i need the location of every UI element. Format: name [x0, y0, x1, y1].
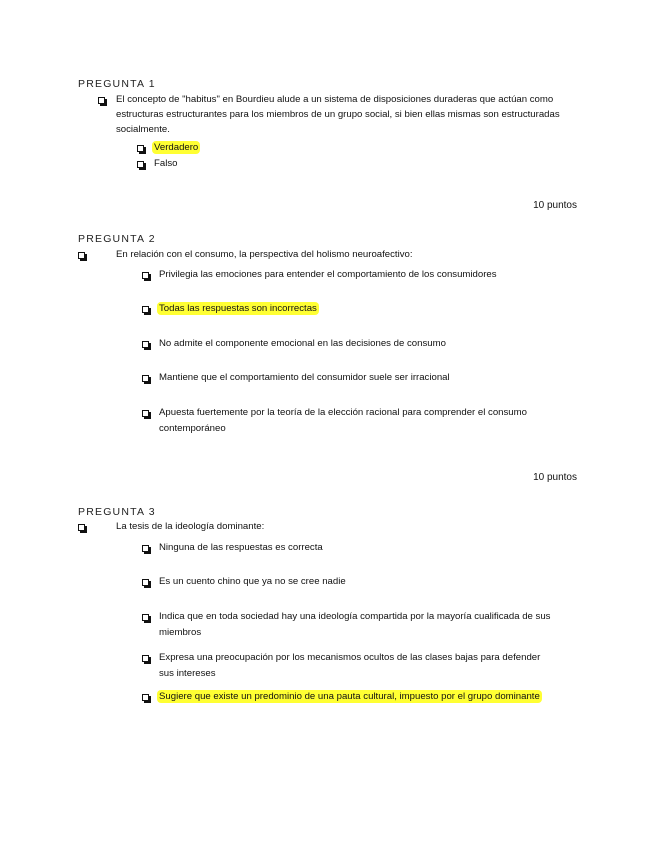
q3-option-3-checkbox-icon[interactable]: [142, 614, 149, 621]
q2-option-2-checkbox-icon[interactable]: [142, 306, 149, 313]
question-3-stem: La tesis de la ideología dominante:: [116, 521, 265, 532]
question-1-title: PREGUNTA 1: [78, 78, 156, 90]
q2-option-3[interactable]: No admite el componente emocional en las decisiones de consumo: [159, 338, 446, 349]
question-2-bullet-icon: [78, 252, 85, 259]
q3-option-5-label: Sugiere que existe un predominio de una pauta cultural, impuesto por el grupo dominante: [159, 691, 540, 702]
q2-option-1-checkbox-icon[interactable]: [142, 272, 149, 279]
q2-option-2-label: Todas las respuestas son incorrectas: [159, 303, 317, 314]
question-1-stem: El concepto de "habitus" en Bourdieu alude a un sistema de disposiciones duraderas que actúan como estructuras estructurantes para los miembros de un grupo social, si bien ellas mismas son estructuradas socialmente.: [116, 94, 560, 135]
q2-option-4-checkbox-icon[interactable]: [142, 375, 149, 382]
q2-option-4[interactable]: Mantiene que el comportamiento del consumidor suele ser irracional: [159, 372, 450, 383]
q2-option-5[interactable]: Apuesta fuertemente por la teoría de la elección racional para comprender el consumo contemporáneo: [159, 407, 527, 434]
q2-option-1[interactable]: Privilegia las emociones para entender el comportamiento de los consumidores: [159, 269, 497, 280]
question-1-bullet-icon: [98, 97, 105, 104]
question-1-points: 10 puntos: [533, 200, 577, 211]
q1-option-2[interactable]: Falso: [154, 158, 178, 169]
question-3-bullet-icon: [78, 524, 85, 531]
question-2-title: PREGUNTA 2: [78, 233, 156, 245]
q3-option-1[interactable]: Ninguna de las respuestas es correcta: [159, 542, 323, 553]
q3-option-5-checkbox-icon[interactable]: [142, 694, 149, 701]
q3-option-4-checkbox-icon[interactable]: [142, 655, 149, 662]
q3-option-1-checkbox-icon[interactable]: [142, 545, 149, 552]
q1-option-1-label: Verdadero: [154, 142, 199, 153]
q3-option-5[interactable]: [157, 689, 547, 705]
question-2-stem: En relación con el consumo, la perspectiva del holismo neuroafectivo:: [116, 249, 413, 260]
q3-option-2[interactable]: Es un cuento chino que ya no se cree nadie: [159, 576, 346, 587]
q3-option-2-checkbox-icon[interactable]: [142, 579, 149, 586]
q1-option-2-checkbox-icon[interactable]: [137, 161, 144, 168]
q2-option-2[interactable]: [157, 301, 319, 317]
question-2-points: 10 puntos: [533, 472, 577, 483]
q3-option-4[interactable]: Expresa una preocupación por los mecanismos ocultos de las clases bajas para defender sus intereses: [159, 652, 541, 679]
q2-option-5-checkbox-icon[interactable]: [142, 410, 149, 417]
question-3-title: PREGUNTA 3: [78, 506, 156, 518]
q1-option-1-checkbox-icon[interactable]: [137, 145, 144, 152]
q1-option-1[interactable]: [152, 140, 200, 156]
q2-option-3-checkbox-icon[interactable]: [142, 341, 149, 348]
q3-option-3[interactable]: Indica que en toda sociedad hay una ideología compartida por la mayoría cualificada de sus miembros: [159, 611, 551, 638]
